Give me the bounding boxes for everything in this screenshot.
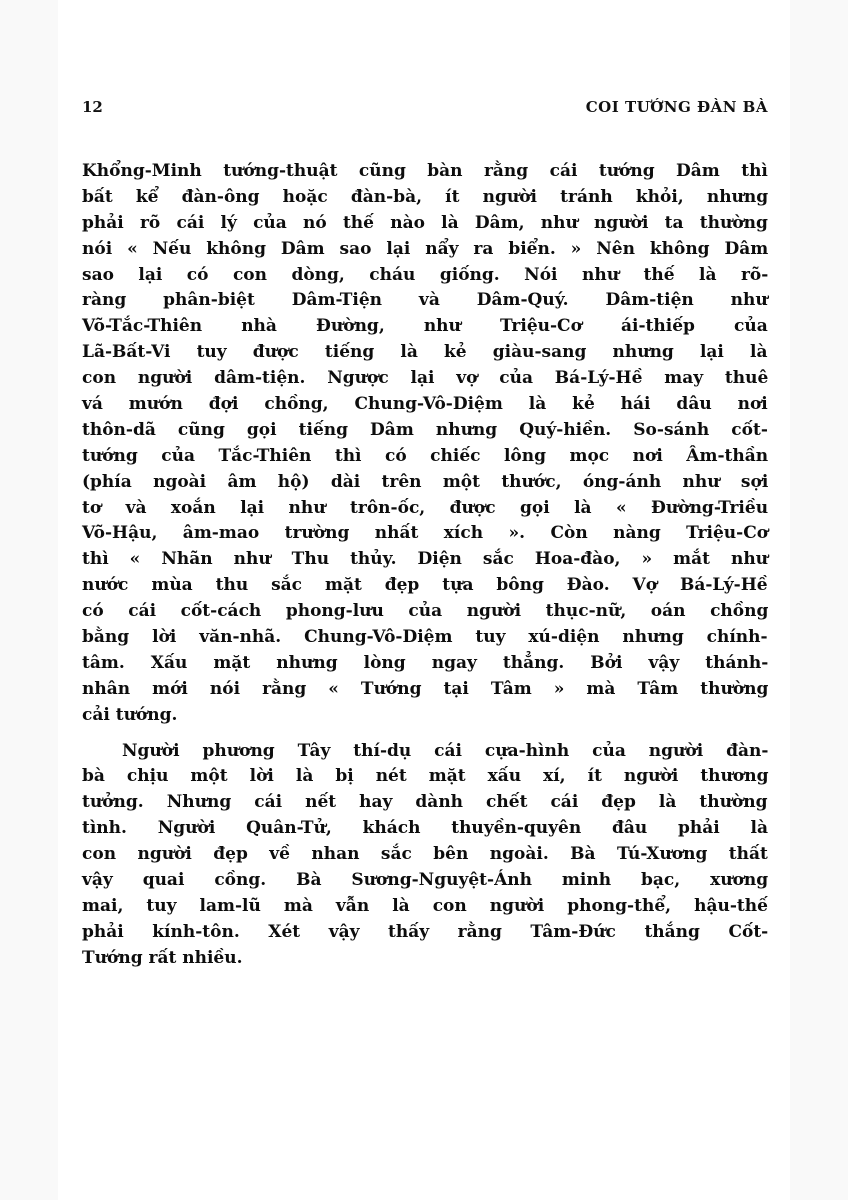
text-line: tưởng. Nhưng cái nết hay dành chết cái đẹp là thường: [82, 792, 768, 813]
text-line: cải tướng.: [82, 704, 178, 725]
text-line: ràng phân-biệt Dâm-Tiện và Dâm-Quý. Dâm-tiện như: [82, 290, 768, 311]
paragraph-1: [82, 159, 768, 729]
page-number: 12: [82, 98, 103, 116]
text-line: bằng lời văn-nhã. Chung-Vô-Diệm tuy xú-diện nhưng chính-: [82, 627, 768, 648]
text-line: Võ-Tắc-Thiên nhà Đường, như Triệu-Cơ ái-thiếp của: [82, 316, 768, 337]
text-line: con người dâm-tiện. Ngược lại vợ của Bá-Lý-Hề may thuê: [82, 368, 769, 389]
running-header: [82, 98, 768, 120]
text-line: con người đẹp về nhan sắc bên ngoài. Bà Tú-Xương thất: [82, 844, 768, 865]
text-line: tâm. Xấu mặt nhưng lòng ngay thẳng. Bởi vậy thánh-: [82, 652, 769, 673]
text-line: thì « Nhãn như Thu thủy. Diện sắc Hoa-đào, » mắt như: [82, 549, 769, 570]
text-line: nước mùa thu sắc mặt đẹp tựa bông Đào. Vợ Bá-Lý-Hề: [82, 575, 768, 596]
body-text: [82, 159, 768, 972]
text-line: Võ-Hậu, âm-mao trường nhất xích ». Còn nàng Triệu-Cơ: [82, 523, 769, 544]
text-line: nói « Nếu không Dâm sao lại nẩy ra biển. » Nên không Dâm: [82, 238, 769, 259]
text-line: bất kể đàn-ông hoặc đàn-bà, ít người tránh khỏi, nhưng: [82, 186, 769, 207]
text-line: tơ và xoắn lại như trôn-ốc, được gọi là « Đường-Triều: [82, 497, 769, 518]
text-line: thôn-dã cũng gọi tiếng Dâm nhưng Quý-hiền. So-sánh cốt-: [82, 419, 768, 440]
text-line: Tướng rất nhiều.: [82, 947, 243, 968]
text-line: Người phương Tây thí-dụ cái cựa-hình của người đàn-: [122, 740, 769, 761]
text-line: bà chịu một lời là bị nét mặt xấu xí, ít người thương: [82, 766, 769, 787]
text-line: vá mướn đợi chồng, Chung-Vô-Diệm là kẻ hái dâu nơi: [82, 394, 768, 415]
text-line: mai, tuy lam-lũ mà vẫn là con người phong-thể, hậu-thế: [82, 895, 768, 916]
text-line: vậy quai cồng. Bà Sương-Nguyệt-Ánh minh bạc, xương: [82, 870, 769, 891]
text-line: có cái cốt-cách phong-lưu của người thục-nữ, oán chồng: [82, 601, 769, 622]
text-line: phải kính-tôn. Xét vậy thấy rằng Tâm-Đức thắng Cốt-: [82, 921, 769, 942]
running-title: COI TƯỚNG ĐÀN BÀ: [585, 98, 768, 116]
text-line: Lã-Bất-Vi tuy được tiếng là kẻ giàu-sang nhưng lại là: [82, 342, 768, 363]
text-line: sao lại có con dòng, cháu giống. Nói như thế là rõ-: [82, 264, 769, 285]
text-line: (phía ngoài âm hộ) dài trên một thước, óng-ánh như sợi: [82, 471, 769, 492]
text-line: nhân mới nói rằng « Tướng tại Tâm » mà Tâm thường: [82, 678, 769, 699]
text-line: Khổng-Minh tướng-thuật cũng bàn rằng cái tướng Dâm thì: [82, 161, 768, 181]
text-line: phải rõ cái lý của nó thế nào là Dâm, như người ta thường: [82, 212, 768, 233]
text-line: tướng của Tắc-Thiên thì có chiếc lông mọc nơi Âm-thần: [82, 445, 769, 466]
paragraph-2: [82, 739, 768, 972]
text-line: tình. Người Quân-Tử, khách thuyền-quyên đâu phải là: [82, 818, 768, 839]
